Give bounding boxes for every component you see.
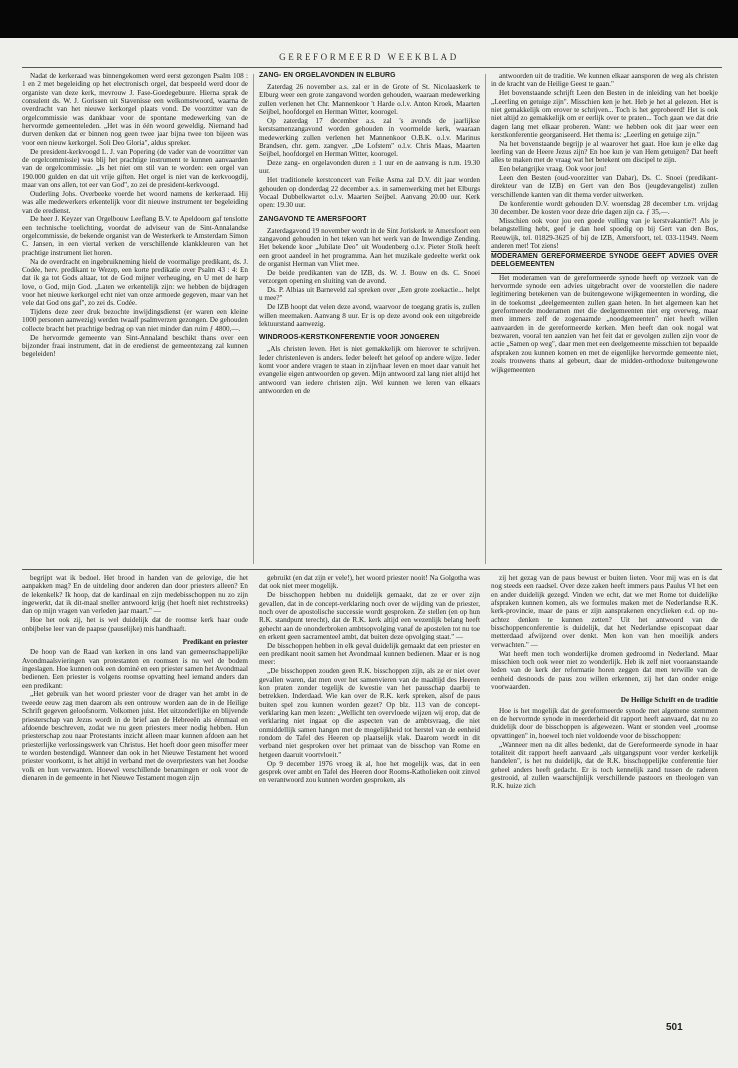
article-bottom-middle bbox=[259, 574, 480, 1018]
paragraph: Leen den Besten (oud-voorzitter van Dabar), Ds. C. Snoei (predikant-direkteur van de IZB) en Gert van den Bos (jeugdevangelist) zullen verschillende kanten van dit thema verder uitwerken. bbox=[491, 174, 718, 199]
paragraph: antwoorden uit de traditie. We kunnen elkaar aansporen de weg als christen in de kracht van de Heilige Geest te gaan." bbox=[491, 72, 718, 89]
paragraph: „Wanneer men na dit alles bedenkt, dat de Gereformeerde synode in haar totaliteit dit rapport heeft aanvaard „als uitgangspunt voor verder kerkelijk handelen", is het nu duidelijk, dat de R.K. bisschoppelijke conferentie hier geheel anders heeft gedacht. Er is toch kennelijk zand tussen de raderen gestrooid, al zullen waarschijnlijk verschillende pastoors en theologen van R.K. huize zich bbox=[491, 740, 718, 791]
scan-top-border bbox=[0, 0, 738, 38]
section-rule bbox=[22, 569, 722, 570]
paragraph: De beide predikanten van de IZB, ds. W. J. Bouw en ds. C. Snoei verzorgen opening en sluiting van de avond. bbox=[259, 268, 480, 286]
paragraph: De heer J. Keyzer van Orgelbouw Leeflang B.V. te Apeldoorn gaf tenslotte een technische toelichting, voordat de adviseur van de Sint-Annalandse orgelcommissie, de bekende organist van de Westerkerk te Amsterdam Simon C. Jansen, in een viertal verken de verschillende klankkleuren van het prachtige instrument liet horen. bbox=[22, 215, 248, 257]
boxed-heading-wrap bbox=[491, 251, 718, 274]
paragraph: Het traditionele kerstconcert van Feike Asma zal D.V. dit jaar worden gehouden op donderdag 22 december a.s. in samenwerking met het Elburgs Vocaal Dubbelkwartet o.l.v. Maarten Seijbel. Aanvang 20.00 uur. Kerk open: 19.30 uur. bbox=[259, 176, 480, 210]
article-top-middle bbox=[259, 72, 480, 564]
article-top-left bbox=[22, 72, 248, 564]
paragraph: „Als christen leven. Het is niet gemakkelijk om hierover te schrijven. Ieder christenleven is anders. Ieder beleeft het geloof op andere wijze. Ieder komt voor andere vragen te staan in zijn/haar leven en moet daar vanuit het evangelie eigen antwoorden op geven. Mijn antwoord zal lang niet altijd het antwoord van iedere christen zijn. Wel kunnen we leren van elkaars antwoorden en de bbox=[259, 345, 480, 395]
paragraph: Na het bovenstaande begrijp je al waarover het gaat. Hoe kun je elke dag leerling van de Heere Jezus zijn? En hoe kun je van Hem getuigen? Dat heeft alles te maken met de vraag wat het betekent om discipel te zijn. bbox=[491, 139, 718, 165]
paragraph: zij het gezag van de paus bewust er buiten lieten. Voor mij was en is dat nog steeds een raadsel. Over deze zaken heeft immers paus Paulus VI het een en ander duidelijk gezegd. Vinden we echt, dat we met Rome tot duidelijke afspraken kunnen komen, als we formules maken met de Nederlandse R.K. kerk-provincie, maar de paus er zijn aansprakenen encyclieken e.d. op nu-achtez denken te kunnen zetten? Uit het antwoord van de bisschoppenconferentie is duidelijk, dat het Nederlandse episcopaat daar metterdaad afwijzend over denkt. Men kon van hen moeilijk anders verwachten." — bbox=[491, 574, 718, 649]
paragraph: Het moderamen van de gereformeerde synode heeft op verzoek van de hervormde synode een advies uitgebracht over de voorstellen die nadere legitimering betekenen van de buitengewone wijkgemeenten in wording, die in de toekomst „deelgemeenten zullen gaan heten. In het algemeen kan het gereformeerde moderamen met die deelgemeenten niet erg overweg, maar men immers zelf de zogenaamde „noodgemeenten" niet heeft willen aanvaarden in de gereformeerde kerken. Men heeft dan ook nogal wat bezwaren, vooral ten aanzien van het feit dat er gevolgen zullen zijn voor de actie „Samen op weg", daar men met een deelgemeente misschien tot bepaalde afspraken zou kunnen komen en met de eigenlijke hervormde gemeente niet, zoals trouwens thans al gebeurt, daar de midden-orthodoxe buitengewone wijkgemeenten bbox=[491, 273, 718, 374]
article-top-right bbox=[491, 72, 718, 564]
paragraph: Tijdens deze zeer druk bezochte inwijdingsdienst (er waren een kleine 1000 personen aanwezig) werden twaalf psalmverzen gezongen. De gehouden collecte bracht het prachtige bedrag op van niet minder dan ruim ƒ 4800,—. bbox=[22, 308, 248, 333]
subheading: De Heilige Schrift en de traditie bbox=[620, 696, 718, 705]
paragraph: De bisschoppen hebben nu duidelijk gemaakt, dat ze er over zijn gevallen, dat in de concept-verklaring noch over de wijding van de priester, noch over de apostolische successie wordt gesproken. Ze stellen (en op hun R.K. standpunt terecht), dat de R.K. kerk altijd een wezenlijk belang heeft gehecht aan de ononderbroken ambtsopvolging vanaf de apostelen tot nu toe en erkent geen sacramenteel ambt, dat buiten deze opvolging staat." — bbox=[259, 591, 480, 641]
subheading: Predikant en priester bbox=[182, 637, 248, 646]
paragraph: De hoop van de Raad van kerken in ons land van gemeenschappelijke Avondmaalsvieringen van protestanten en roomsen is nu wel de bodem ingeslagen. Hoe kunnen ook een dominé en een priester samen het Avondmaal bedienen. Een priester is volgens roomse opvatting heel iemand anders dan een predikant: bbox=[22, 648, 248, 690]
paragraph: De president-kerkvoogd L. J. van Popering (de vader van de voorzitter van de orgelcommissie) was blij het prachtige instrument te kunnen aanvaarden van de orgelcommissie. „Is het niet om stil van te worden: een orgel van 190.000 gulden en dat uit vrije giften. Het orgel is niet van de kerkvoogdij, maar van ons allen, tot eer van God", zo zei de president-kerkvoogd. bbox=[22, 147, 248, 189]
paragraph: „De bisschoppen zouden geen R.K. bisschoppen zijn, als ze er niet over gevallen waren, dat men over het samenvieren van de maaltijd des Heeren kon praten zonder tegelijk de kwestie van het pausschap daarbij te betrekken. Inderdaad. Wie kan over de R.K. kerk spreken, alsof de paus buiten spel zou kunnen worden gezet? Op blz. 113 van de concept-verklaring kan men lezen: „Wellicht ten overvloede wijzen wij erop, dat de verklaring niet ingaat op die aspecten van de ambtsvraag, die niet onmiddellijk samen hangen met de mogelijkheid tot herstel van de eenheid rondom de Tafel des Heeren op plaatselijk vlak. Daarom wordt in dit verband niet gesproken over het primaat van de bisschop van Rome en hetgeen daaruit voortvloeit." bbox=[259, 667, 480, 759]
paragraph: begrijpt wat ik bedoel. Het brood in handen van de gelovige, die het aanpakken mag? En de uitdeling door anderen dan door priesters alleen? En de lekenkelk? Ik hoop, dat de kardinaal en zijn medebisschoppen nu zo zijn ingewerkt, dat ik dit-maal sneller antwoord krijg (het hoeft niet rechtstreeks) dan op mijn vragen van verleden jaar maart." — bbox=[22, 574, 248, 616]
paragraph-list bbox=[22, 72, 248, 359]
paragraph: gebruikt (en dat zijn er vele!), het woord priester nooit! Na Golgotha was dat ook niet meer mogelijk. bbox=[259, 574, 480, 591]
paragraph: Misschien ook voor jou een goede vulling van je kerstvakantie?! Als je belangstelling hebt, geef je dan heel spoedig op bij Gert van den Bos, Reeuwijk, tel. 01829-3625 of bij de IZB, Amersfoort, tel. 033-11949. Neem anderen met! Tot ziens! bbox=[491, 216, 718, 250]
page-number: 501 bbox=[666, 1022, 683, 1033]
paragraph: Na de overdracht en ingebruikneming hield de voormalige predikant, ds. J. Codée, herv. predikant te Wezep, een korte predikatie over Psalm 43 : 4: En dat ik ga tot Gods altaar, tot de God mijner verheuging, en U met de harp love, o God, mijn God. „Laten we erkentelijk zijn: we hebben de bijdragen voor het nieuwe kerkorgel echt niet van onze armoede gegeven, maar van het vele dat God ons gaf", zo zei ds. Codée. bbox=[22, 257, 248, 308]
section-heading: ZANGAVOND TE AMERSFOORT bbox=[259, 215, 367, 223]
header-rule bbox=[22, 67, 722, 68]
section-heading: WINDROOS-KERSTKONFERENTIE VOOR JONGEREN bbox=[259, 334, 440, 342]
paragraph: Op zaterdag 17 december a.s. zal 's avonds de jaarlijkse kerstsamenzangavond worden gehouden in voormelde kerk, waaraan medewerking zullen verlenen het Mannenkoor O.B.K. o.l.v. Marinus Brandsen, chr. gem. zangver. „De Lofstem" o.l.v. Chris Maas, Maarten Seijbel, hoofdorgel en Herman Witter, koorogel. bbox=[259, 116, 480, 159]
paragraph: Zaterdag 26 november a.s. zal er in de Grote of St. Nicolaaskerk te Elburg weer een grote zangavond worden gehouden, waaraan medewerking zullen verlenen het Chr. Mannenkoor 't Harde o.l.v. Anton Kroek, Maarten Seijbel, hoofdorgel en Herman Witter, koorogel. bbox=[259, 83, 480, 117]
article-bottom-left bbox=[22, 574, 248, 1018]
paragraph: De hervormde gemeente van Sint-Annaland beschikt thans over een bijzonder fraai instrument, dat in de eredienst de gemeentezang zal kunnen begeleiden! bbox=[22, 333, 248, 359]
paragraph: Deze zang- en orgelavonden duren ± 1 uur en de aanvang is n.m. 19.30 uur. bbox=[259, 159, 480, 176]
paragraph: Zaterdagavond 19 november wordt in de Sint Joriskerk te Amersfoort een zangavond gehouden in het teken van het werk van de Inwendige Zending. Het bekende koor „Jubilate Deo" uit Woudenberg o.l.v. Pieter Stolk heeft een groot aandeel in het programma. Aan het muzikale gedeelte werkt ook de organist Herman van Vliet mee. bbox=[259, 226, 480, 269]
paragraph: De bisschoppen hebben in elk geval duidelijk gemaakt dat een priester en een predikant nooit samen het Avondmaal kunnen bedienen. Maar er is nog meer: bbox=[259, 641, 480, 667]
paragraph: Nadat de kerkeraad was binnengekomen werd eerst gezongen Psalm 108 : 1 en 2 met begeleiding op het electronisch orgel, dat bespeeld werd door de organiste van deze kerk, mevrouw J. Fase-Goedegebuure. Hierna sprak de consulent ds. W. J. Gorissen uit Stavenisse een welkomstwoord, waarna de overdracht van het nieuwe kerkorgel plaats vond. De voorzitter van de orgelcommissie was dankbaar voor de spontane medewerking van de hervormde gemeenteleden. „Het was in één woord geweldig. Niemand had durven denken dat er binnen nog geen twee jaar bijna twee ton bijeen was voor een nieuw kerkorgel. Soli Deo Gloria", aldus spreker. bbox=[22, 72, 248, 147]
paragraph: Het bovenstaande schrijft Leen den Besten in de inleiding van het boekje „Leerling en getuige zijn". Misschien ken je het. Heb je het al gelezen. Het is niet gemakkelijk om erover te schrijven... Toch is het geprobeerd! Het is ook niet altijd zo gemakkelijk om er eerlijk over te praten... Toch gaan we dat drie dagen lang met elkaar proberen. Want: we hebben ook dit jaar weer een kerstkonferentie georganiseerd. Het thema is: „Leerling en getuige zijn." bbox=[491, 89, 718, 139]
paragraph: Ouderling Johs. Overbeeke voerde het woord namens de kerkeraad. Hij was alle medewerkers erkentelijk voor dit nieuwe instrument ter begeleiding van de eredienst. bbox=[22, 189, 248, 215]
paragraph: Wat heeft men toch wonderlijke dromen gedroomd in Nederland. Maar misschien toch ook weer niet zo wonderlijk. Heb ik zelf niet vooraanstaande leden van de kerk der reformatie horen zeggen dat men terwille van de eenheid desnoods de paus zou willen erkennen, zij het dan onder enige voorwaarden. bbox=[491, 649, 718, 691]
paragraph: Ds. P. Albias uit Barneveld zal spreken over „Een grote zoekactie... helpt u mee?" bbox=[259, 286, 480, 303]
paragraph: De IZB hoopt dat velen deze avond, waarvoor de toegang gratis is, zullen willen meemaken. Aanvang 8 uur. Er is op deze avond ook een uitgebreide lektuurstand aanwezig. bbox=[259, 303, 480, 328]
paragraph: Een belangrijke vraag. Ook voor jou! bbox=[499, 165, 607, 174]
article-bottom-right bbox=[491, 574, 718, 1018]
paragraph: Hoe het ook zij, het is wel duidelijk dat de roomse kerk haar oude onbijbelse leer van de paapse (pauselijke) mis handhaaft. bbox=[22, 616, 248, 633]
column-divider bbox=[253, 74, 254, 564]
column-divider bbox=[485, 74, 486, 564]
section-heading: ZANG- EN ORGELAVONDEN IN ELBURG bbox=[259, 72, 396, 79]
paragraph: „Het gebruik van het woord priester voor de drager van het ambt in de tweede eeuw zag men daarom als een ontrouw worden aan de in de Heilige Schrift gegeven geloofsnorm. Volkomen juist. Het uitzonderlijke en blijvende priesterschap van Jezus wordt in de brief aan de Hebreeën als éénmaal en afdoende beschreven, zodat we nu geen priesters meer nodig hebben. Hun priesterschap zou naar Protestants inzicht alleen maar kunnen afdoen aan het priesterlijke verlossingswerk van Christus. Het hoeft door geen misoffer meer te worden bestendigd. Wanneer dan ook in het Nieuwe Testament het woord priester voorkomt, is het altijd in verband met de overpriesters van het Joodse volk en hun verwanten. Hoewel verschillende benamingen er ook voor de dienaren in de gemeente in het Nieuwe Testament mogen zijn bbox=[22, 690, 248, 782]
running-head: GEREFORMEERD WEEKBLAD bbox=[279, 52, 459, 62]
paragraph: De konferentie wordt gehouden D.V. woensdag 28 december t.m. vrijdag 30 december. De kosten voor deze drie dagen zijn ca. ƒ 35,—. bbox=[491, 199, 718, 216]
paragraph: Hoe is het mogelijk dat de gereformeerde synode met algemene stemmen en de hervormde synode in meerderheid dit rapport heeft aanvaard, dat nu zo duidelijk door de bisschoppen is afgewezen. Want er stonden veel „roomse opvattingen" in, hoewel toch niet voldoende voor de bisschoppen: bbox=[491, 706, 718, 740]
section-heading: MODERAMEN GEREFORMEERDE SYNODE GEEFT ADVIES OVER DEELGEMEENTEN bbox=[491, 252, 718, 268]
paragraph: Op 9 december 1976 vroeg ik al, hoe het mogelijk was, dat in een gesprek over ambt en Tafel des Heeren door Rooms-Katholieken ooit zinvol en verantwoord zou kunnen worden gesproken, als bbox=[259, 759, 480, 785]
